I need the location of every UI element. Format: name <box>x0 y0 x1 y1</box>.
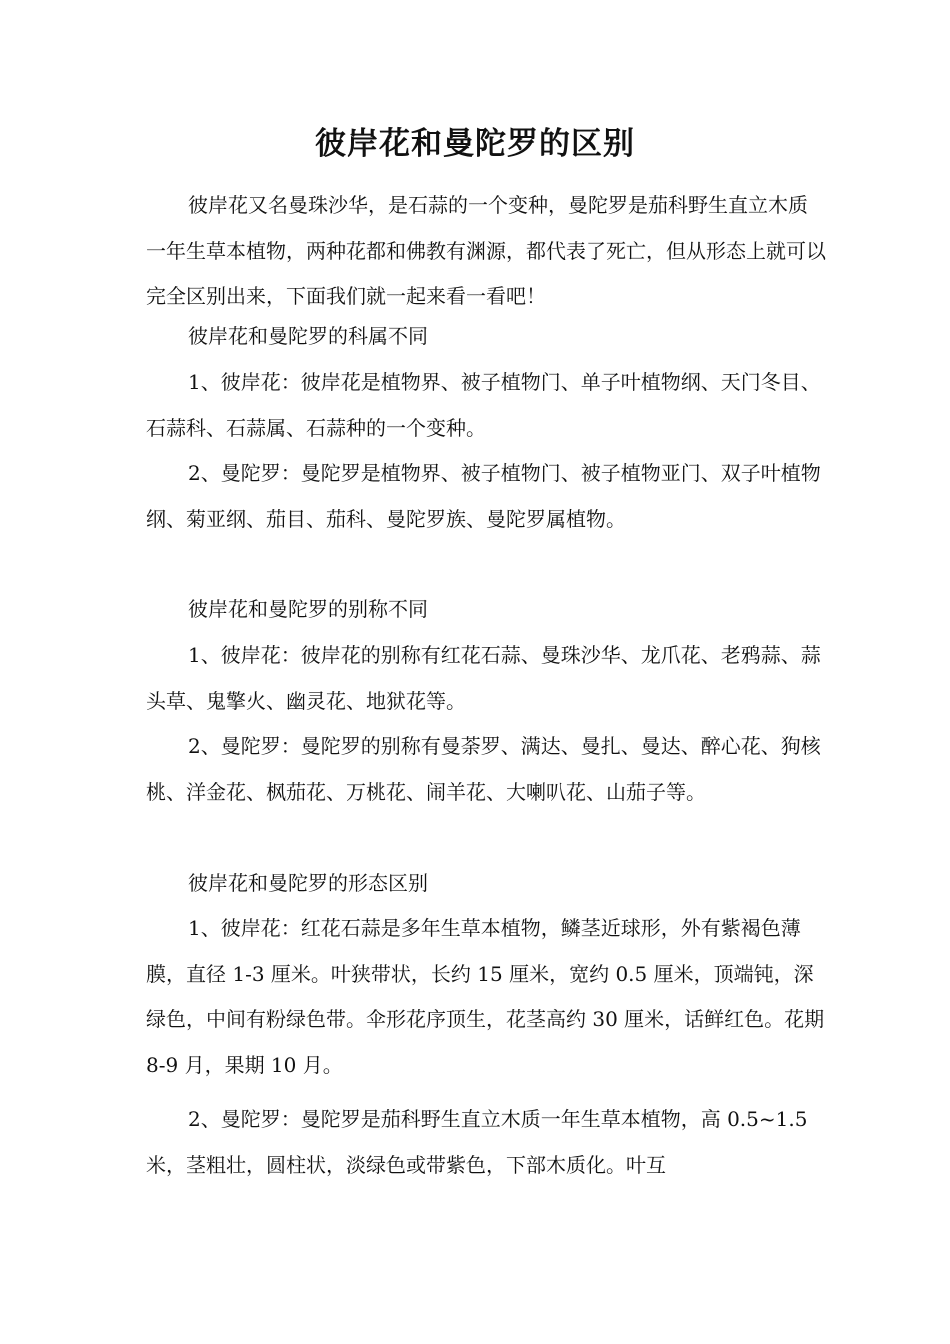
section-heading-aliases: 彼岸花和曼陀罗的别称不同 <box>188 597 428 621</box>
paragraph-aliases-datura: 2、曼陀罗：曼陀罗的别称有曼荼罗、满达、曼扎、曼达、醉心花、狗核桃、洋金花、枫茄花、万桃花、闹羊花、大喇叭花、山茄子等。 <box>146 734 821 804</box>
paragraph-morphology-lycoris: 1、彼岸花：红花石蒜是多年生草本植物，鳞茎近球形，外有紫褐色薄膜，直径 1-3 厘米。叶狭带状，长约 15 厘米，宽约 0.5 厘米，顶端钝，深绿色，中间有粉绿色带。伞形花序顶生，花茎高约 30 厘米，话鲜红色。花期 8-9 月，果期 10 月。 <box>146 916 825 1077</box>
paragraph-taxonomy-lycoris: 1、彼岸花：彼岸花是植物界、被子植物门、单子叶植物纲、天门冬目、石蒜科、石蒜属、石蒜种的一个变种。 <box>146 370 821 440</box>
paragraph-aliases-lycoris: 1、彼岸花：彼岸花的别称有红花石蒜、曼珠沙华、龙爪花、老鸦蒜、蒜头草、鬼擎火、幽灵花、地狱花等。 <box>146 643 821 713</box>
section-heading-taxonomy: 彼岸花和曼陀罗的科属不同 <box>188 324 428 348</box>
intro-paragraph: 彼岸花又名曼珠沙华，是石蒜的一个变种，曼陀罗是茄科野生直立木质一年生草本植物，两种花都和佛教有渊源，都代表了死亡，但从形态上就可以完全区别出来，下面我们就一起来看一看吧！ <box>146 193 826 308</box>
page-title: 彼岸花和曼陀罗的区别 <box>315 126 635 162</box>
section-heading-morphology: 彼岸花和曼陀罗的形态区别 <box>188 871 428 895</box>
paragraph-taxonomy-datura: 2、曼陀罗：曼陀罗是植物界、被子植物门、被子植物亚门、双子叶植物纲、菊亚纲、茄目、茄科、曼陀罗族、曼陀罗属植物。 <box>146 461 821 531</box>
paragraph-morphology-datura: 2、曼陀罗：曼陀罗是茄科野生直立木质一年生草本植物，高 0.5~1.5 米，茎粗壮，圆柱状，淡绿色或带紫色，下部木质化。叶互 <box>146 1107 808 1177</box>
